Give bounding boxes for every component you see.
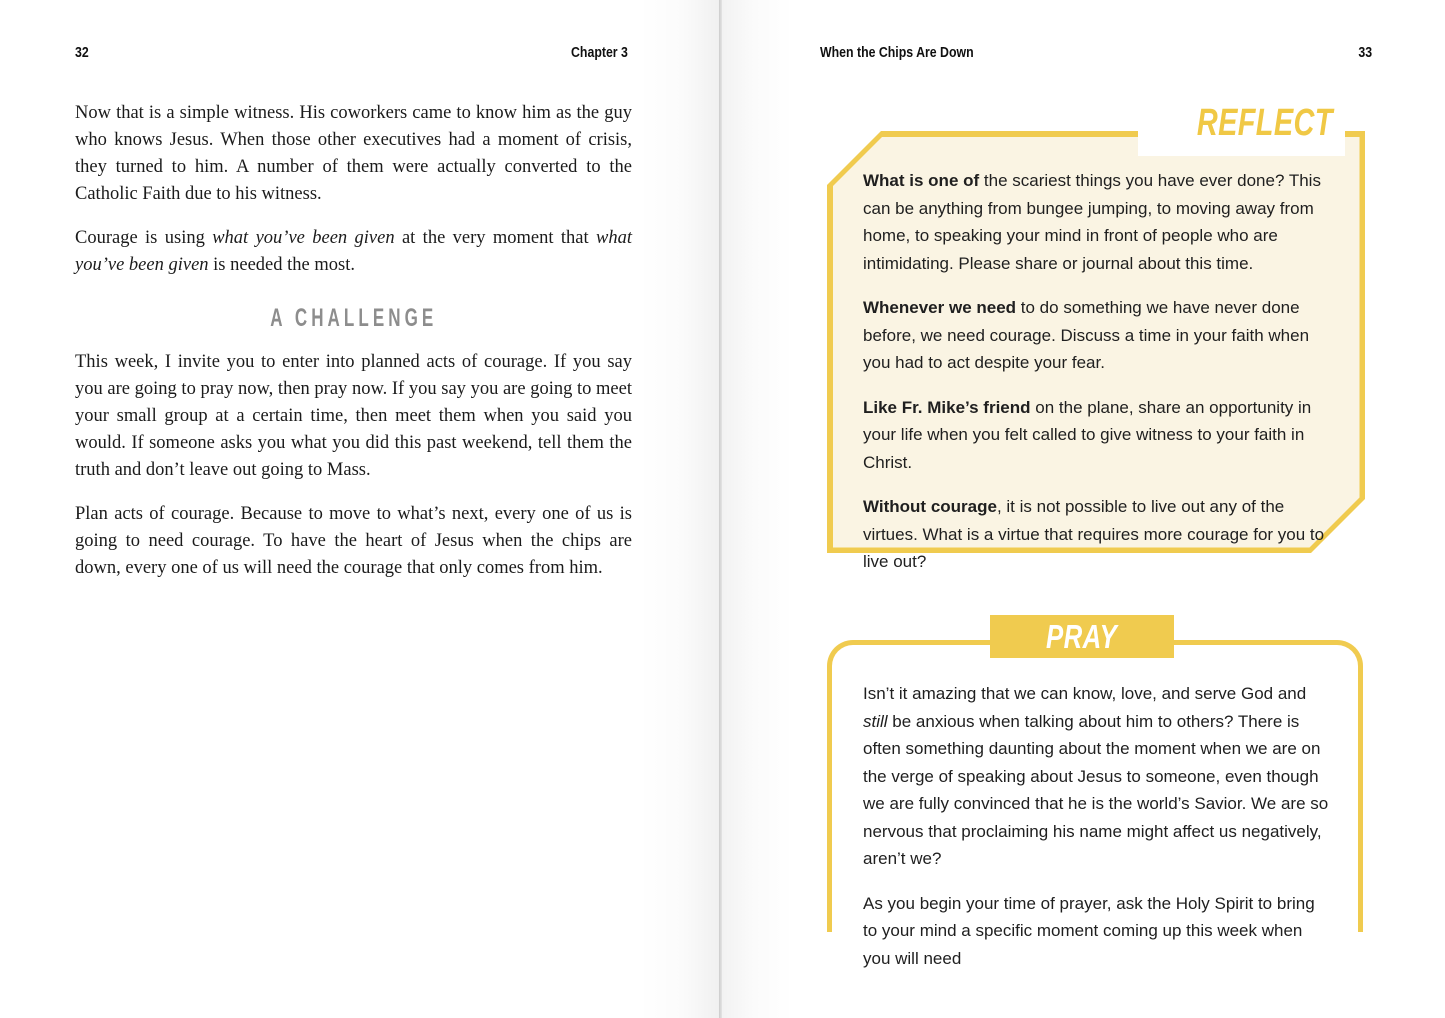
body-paragraph: Courage is using what you’ve been given at the very moment that what you’ve been given is needed the most. — [75, 228, 632, 275]
pray-title: PRAY — [1046, 617, 1118, 655]
pray-paragraph: Isn’t it amazing that we can know, love, and serve God and still be anxious when talking about him to others? There is often something daunting about the moment when we are on the verge of speaking about Jesus to someone, even though we are fully convinced that he is the world’s Savior. We are so nervous that proclaiming his name might affect us negatively, aren’t we? — [863, 684, 1329, 868]
page-gutter-shadow-right — [722, 0, 794, 1018]
reflect-box-text — [863, 167, 1335, 593]
reflect-paragraph: Whenever we need to do something we have never done before, we need courage. Discuss a time in your faith when you had to act despite your fear. — [863, 298, 1310, 372]
running-header-title: When the Chips Are Down — [820, 45, 974, 61]
reflect-paragraph: Without courage, it is not possible to live out any of the virtues. What is a virtue that requires more courage for you to live out? — [863, 497, 1325, 571]
left-page-header — [75, 45, 628, 61]
pray-paragraph: As you begin your time of prayer, ask the Holy Spirit to bring to your mind a specific moment coming up this week when you will need — [863, 893, 1315, 968]
reflect-paragraph: Like Fr. Mike’s friend on the plane, share an opportunity in your life when you felt called to give witness to your faith in Christ. — [863, 397, 1312, 472]
left-page-body — [75, 100, 632, 599]
page-number-right: 33 — [1358, 45, 1372, 61]
section-heading: A CHALLENGE — [269, 304, 438, 332]
pray-title-badge — [990, 615, 1174, 658]
pray-box-text — [863, 680, 1332, 989]
pray-box — [827, 617, 1363, 968]
reflect-title: REFLECT — [1138, 104, 1345, 156]
body-paragraph: Plan acts of courage. Because to move to what’s next, every one of us is going to need courage. To have the heart of Jesus when the chips are down, every one of us will need the courage that only comes from him. — [75, 504, 632, 578]
running-header-chapter: Chapter 3 — [571, 45, 628, 61]
reflect-box — [827, 102, 1365, 571]
body-paragraph: Now that is a simple witness. His coworkers came to know him as the guy who knows Jesus. When those other executives had a moment of crisis, they turned to him. A number of them were actually converted to the Catholic Faith due to his witness. — [75, 103, 632, 204]
page-gutter-shadow-left — [638, 0, 719, 1018]
page-number-left: 32 — [75, 45, 89, 61]
reflect-paragraph: What is one of the scariest things you have ever done? This can be anything from bungee jumping, to moving away from home, to speaking your mind in front of people who are intimidating. Please share or journal about this time. — [863, 171, 1321, 273]
body-paragraph: This week, I invite you to enter into planned acts of courage. If you say you are going to pray now, then pray now. If you say you are going to meet your small group at a certain time, then meet them when you said you would. If someone asks you what you did this past weekend, tell them the truth and don’t leave out going to Mass. — [75, 352, 632, 480]
right-page-header — [820, 45, 1372, 61]
